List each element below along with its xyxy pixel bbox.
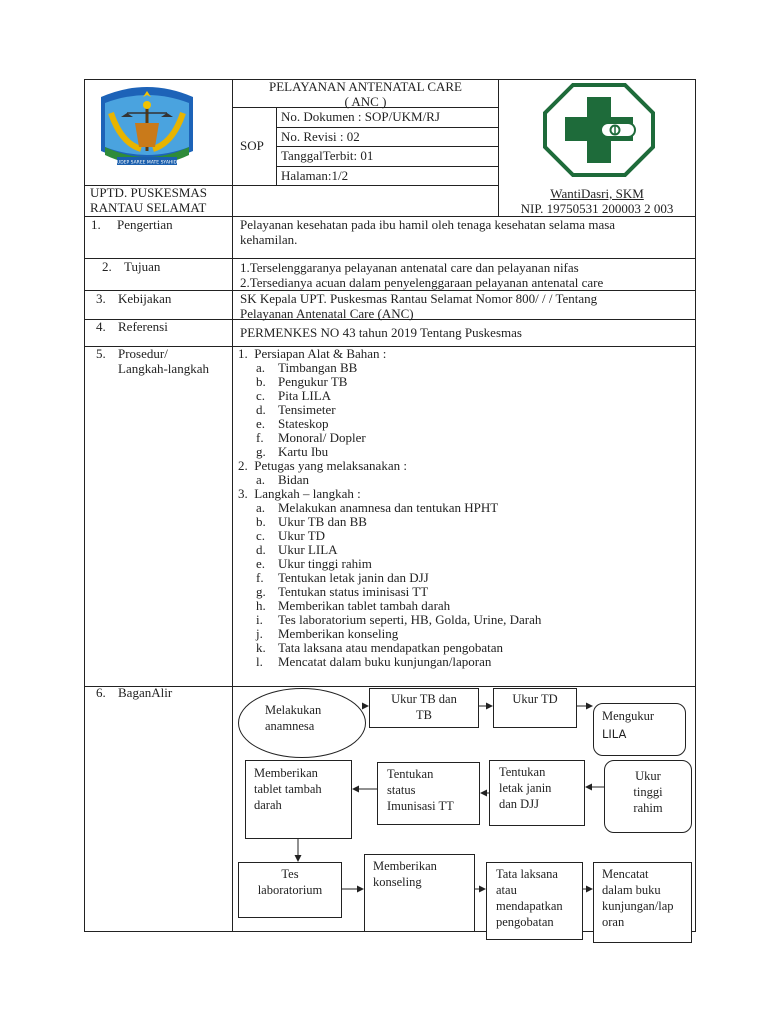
page-number: Halaman:1/2 <box>281 168 349 183</box>
row-label-bagan: BaganAlir <box>118 685 173 700</box>
list-item-text: Stateskop <box>278 416 329 431</box>
row-number: 1. <box>91 217 101 232</box>
title-line-2: ( ANC ) <box>344 93 387 109</box>
list-item-letter: d. <box>256 542 266 557</box>
list-item-letter: e. <box>256 556 266 571</box>
flow-node-ukur-td: Ukur TD <box>493 688 577 728</box>
tujuan-text: 1.Terselenggaranya pelayanan antenatal care dan pelayanan nifas 2.Tersedianya acuan dalam penyelenggaraan pelayanan antenatal care <box>240 260 604 290</box>
flow-node-konseling: Memberikan konseling <box>364 854 475 932</box>
flow-node-catat: Mencatat dalam buku kunjungan/lap oran <box>593 862 692 943</box>
list-item-letter: f. <box>256 430 264 445</box>
list-item-text: Ukur LILA <box>278 542 338 557</box>
list-item-letter: h. <box>256 598 266 613</box>
kebijakan-text: SK Kepala UPT. Puskesmas Rantau Selamat Nomor 800/ / / Tentang Pelayanan Antenatal Care (ANC) <box>240 291 598 321</box>
flow-node-ukur-tb: Ukur TB dan TB <box>369 688 479 728</box>
flow-node-tablet: Memberikan tablet tambah darah <box>245 760 352 839</box>
referensi-text: PERMENKES NO 43 tahun 2019 Tentang Puskesmas <box>240 325 522 340</box>
list-item-letter: a. <box>256 472 266 487</box>
list-item-letter: k. <box>256 640 266 655</box>
sop-label: SOP <box>240 138 264 153</box>
list-item-letter: f. <box>256 570 264 585</box>
issue-date: TanggalTerbit: 01 <box>281 148 374 163</box>
title-line-1: PELAYANAN ANTENATAL CARE <box>268 79 462 94</box>
row-label-prosedur: Prosedur/ Langkah-langkah <box>118 346 209 376</box>
row-label-tujuan: Tujuan <box>124 259 161 274</box>
row-number: 5. <box>96 346 106 361</box>
list-item-text: Tentukan letak janin dan DJJ <box>278 570 429 585</box>
section-heading: 2. Petugas yang melaksanakan : <box>238 458 407 473</box>
list-item-text: Kartu Ibu <box>278 444 329 459</box>
flow-node-lila: Mengukur LILA <box>593 703 686 756</box>
list-item-text: Ukur tinggi rahim <box>278 556 372 571</box>
list-item-letter: d. <box>256 402 266 417</box>
list-item-letter: j. <box>256 626 263 641</box>
signer-name: WantiDasri, SKM <box>550 186 644 201</box>
list-item-text: Pita LILA <box>278 388 332 403</box>
flow-node-anamnesa: Melakukan anamnesa <box>238 688 366 758</box>
row-label-kebijakan: Kebijakan <box>118 291 172 306</box>
list-item-text: Melakukan anamnesa dan tentukan HPHT <box>278 500 499 515</box>
list-item-letter: c. <box>256 528 266 543</box>
flow-node-rahim: Ukur tinggi rahim <box>604 760 692 833</box>
list-item-text: Timbangan BB <box>278 360 358 375</box>
list-item-letter: b. <box>256 514 266 529</box>
flow-node-imunisasi: Tentukan status Imunisasi TT <box>377 762 480 825</box>
list-item-letter: g. <box>256 584 266 599</box>
list-item-text: Tes laboratorium seperti, HB, Golda, Urine, Darah <box>278 612 542 627</box>
revision-number: No. Revisi : 02 <box>281 129 360 144</box>
list-item-letter: e. <box>256 416 266 431</box>
flow-node-tata: Tata laksana atau mendapatkan pengobatan <box>486 862 583 940</box>
list-item-text: Pengukur TB <box>278 374 348 389</box>
list-item-letter: a. <box>256 360 266 375</box>
list-item-text: Ukur TD <box>278 528 326 543</box>
list-item-letter: b. <box>256 374 266 389</box>
list-item-text: Tentukan status iminisasi TT <box>278 584 429 599</box>
section-heading: 1. Persiapan Alat & Bahan : <box>238 346 387 361</box>
flow-node-lab: Tes laboratorium <box>238 862 342 918</box>
list-item-text: Monoral/ Dopler <box>278 430 366 445</box>
row-number: 2. <box>102 259 112 274</box>
list-item-text: Tensimeter <box>278 402 336 417</box>
list-item-letter: i. <box>256 612 263 627</box>
org-line-2: RANTAU SELAMAT <box>90 199 207 215</box>
doc-number: No. Dokumen : SOP/UKM/RJ <box>281 109 440 124</box>
org-line-1: UPTD. PUSKESMAS <box>90 185 208 200</box>
list-item-letter: a. <box>256 500 266 515</box>
list-item-letter: g. <box>256 444 266 459</box>
row-label-referensi: Referensi <box>118 319 168 334</box>
list-item-text: Tata laksana atau mendapatkan pengobatan <box>278 640 504 655</box>
list-item-text: Ukur TB dan BB <box>278 514 367 529</box>
list-item-text: Memberikan konseling <box>278 626 399 641</box>
row-number: 4. <box>96 319 106 334</box>
signer-nip: NIP. 19750531 200003 2 003 <box>520 200 674 216</box>
list-item-text: Bidan <box>278 472 310 487</box>
flow-node-janin: Tentukan letak janin dan DJJ <box>489 760 585 826</box>
pengertian-text: Pelayanan kesehatan pada ibu hamil oleh tenaga kesehatan selama masa kehamilan. <box>240 217 616 247</box>
list-item-text: Mencatat dalam buku kunjungan/laporan <box>278 654 492 669</box>
row-number: 6. <box>96 685 106 700</box>
list-item-letter: c. <box>256 388 266 403</box>
list-item-text: Memberikan tablet tambah darah <box>278 598 451 613</box>
row-number: 3. <box>96 291 106 306</box>
section-heading: 3. Langkah – langkah : <box>238 486 361 501</box>
list-item-letter: l. <box>256 654 263 669</box>
row-label-pengertian: Pengertian <box>117 217 173 232</box>
emblem-banner-text: UDEP SAREE MATE SYAHID <box>116 160 178 166</box>
